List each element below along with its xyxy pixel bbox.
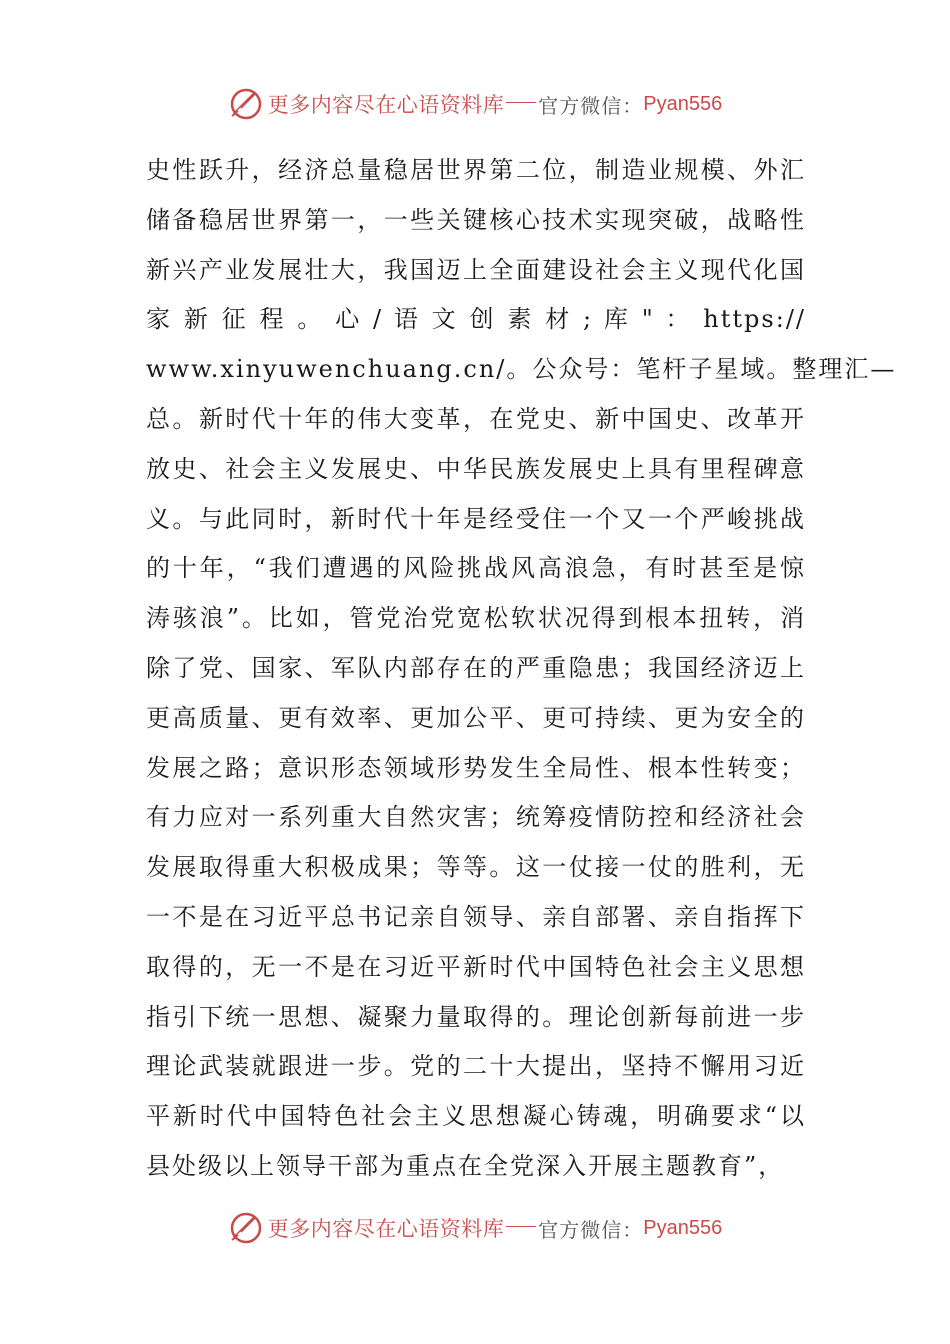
footer-banner — [0, 1208, 950, 1248]
banner-dash — [506, 102, 536, 103]
text-line: 总。新时代十年的伟大变革，在党史、新中国史、改革开 — [146, 404, 806, 433]
banner-wechat-id: Pyan556 — [643, 92, 723, 115]
pen-circle-logo-icon — [228, 1210, 264, 1246]
text-line: 有力应对一系列重大自然灾害；统筹疫情防控和经济社会 — [146, 803, 806, 832]
text-line: 平新时代中国特色社会主义思想凝心铸魂，明确要求“以 — [146, 1102, 806, 1131]
text-line: 取得的，无一不是在习近平新时代中国特色社会主义思想 — [146, 952, 806, 981]
text-line: 史性跃升，经济总量稳居世界第二位，制造业规模、外汇 — [146, 156, 806, 184]
text-line: 发展取得重大积极成果；等等。这一仗接一仗的胜利，无 — [146, 853, 806, 882]
banner-dash — [506, 1226, 536, 1227]
text-line: 义。与此同时，新时代十年是经受住一个又一个严峻挑战 — [146, 504, 806, 533]
text-line: 县处级以上领导干部为重点在全党深入开展主题教育”， — [146, 1151, 785, 1180]
banner-title: 更多内容尽在心语资料库 — [267, 93, 505, 117]
header-banner — [0, 84, 950, 124]
text-line: 放史、社会主义发展史、中华民族发展史上具有里程碑意 — [146, 454, 806, 483]
banner-wechat-id: Pyan556 — [643, 1216, 723, 1239]
text-line: 一不是在习近平总书记亲自领导、亲自部署、亲自指挥下 — [146, 902, 806, 931]
text-line: 的十年，“我们遭遇的风险挑战风高浪急，有时甚至是惊 — [146, 554, 806, 583]
pen-circle-logo-icon — [228, 86, 264, 122]
text-line: 新兴产业发展壮大，我国迈上全面建设社会主义现代化国 — [146, 255, 806, 284]
text-line: 发展之路；意识形态领域形势发生全局性、根本性转变； — [146, 753, 806, 782]
text-line: www.xinyuwenchuang.cn/。公众号：笔杆子星域。整理汇— — [146, 355, 897, 384]
text-line: 涛骇浪”。比如，管党治党宽松软状况得到根本扭转，消 — [146, 604, 806, 633]
text-line: 家 新 征 程 。 心 / 语 文 创 素 材 ; 库 " ： https:// — [146, 305, 806, 334]
text-line: 储备稳居世界第一，一些关键核心技术实现突破，战略性 — [146, 205, 806, 234]
text-line: 更高质量、更有效率、更加公平、更可持续、更为安全的 — [146, 703, 806, 732]
body-text — [146, 146, 897, 1192]
text-line: 理论武装就跟进一步。党的二十大提出，坚持不懈用习近 — [146, 1052, 806, 1081]
text-line: 指引下统一思想、凝聚力量取得的。理论创新每前进一步 — [146, 1002, 806, 1031]
banner-subtitle: 官方微信： — [538, 1217, 644, 1242]
text-line: 除了党、国家、军队内部存在的严重隐患；我国经济迈上 — [146, 653, 806, 682]
banner-title: 更多内容尽在心语资料库 — [267, 1217, 505, 1241]
banner-subtitle: 官方微信： — [538, 93, 644, 118]
